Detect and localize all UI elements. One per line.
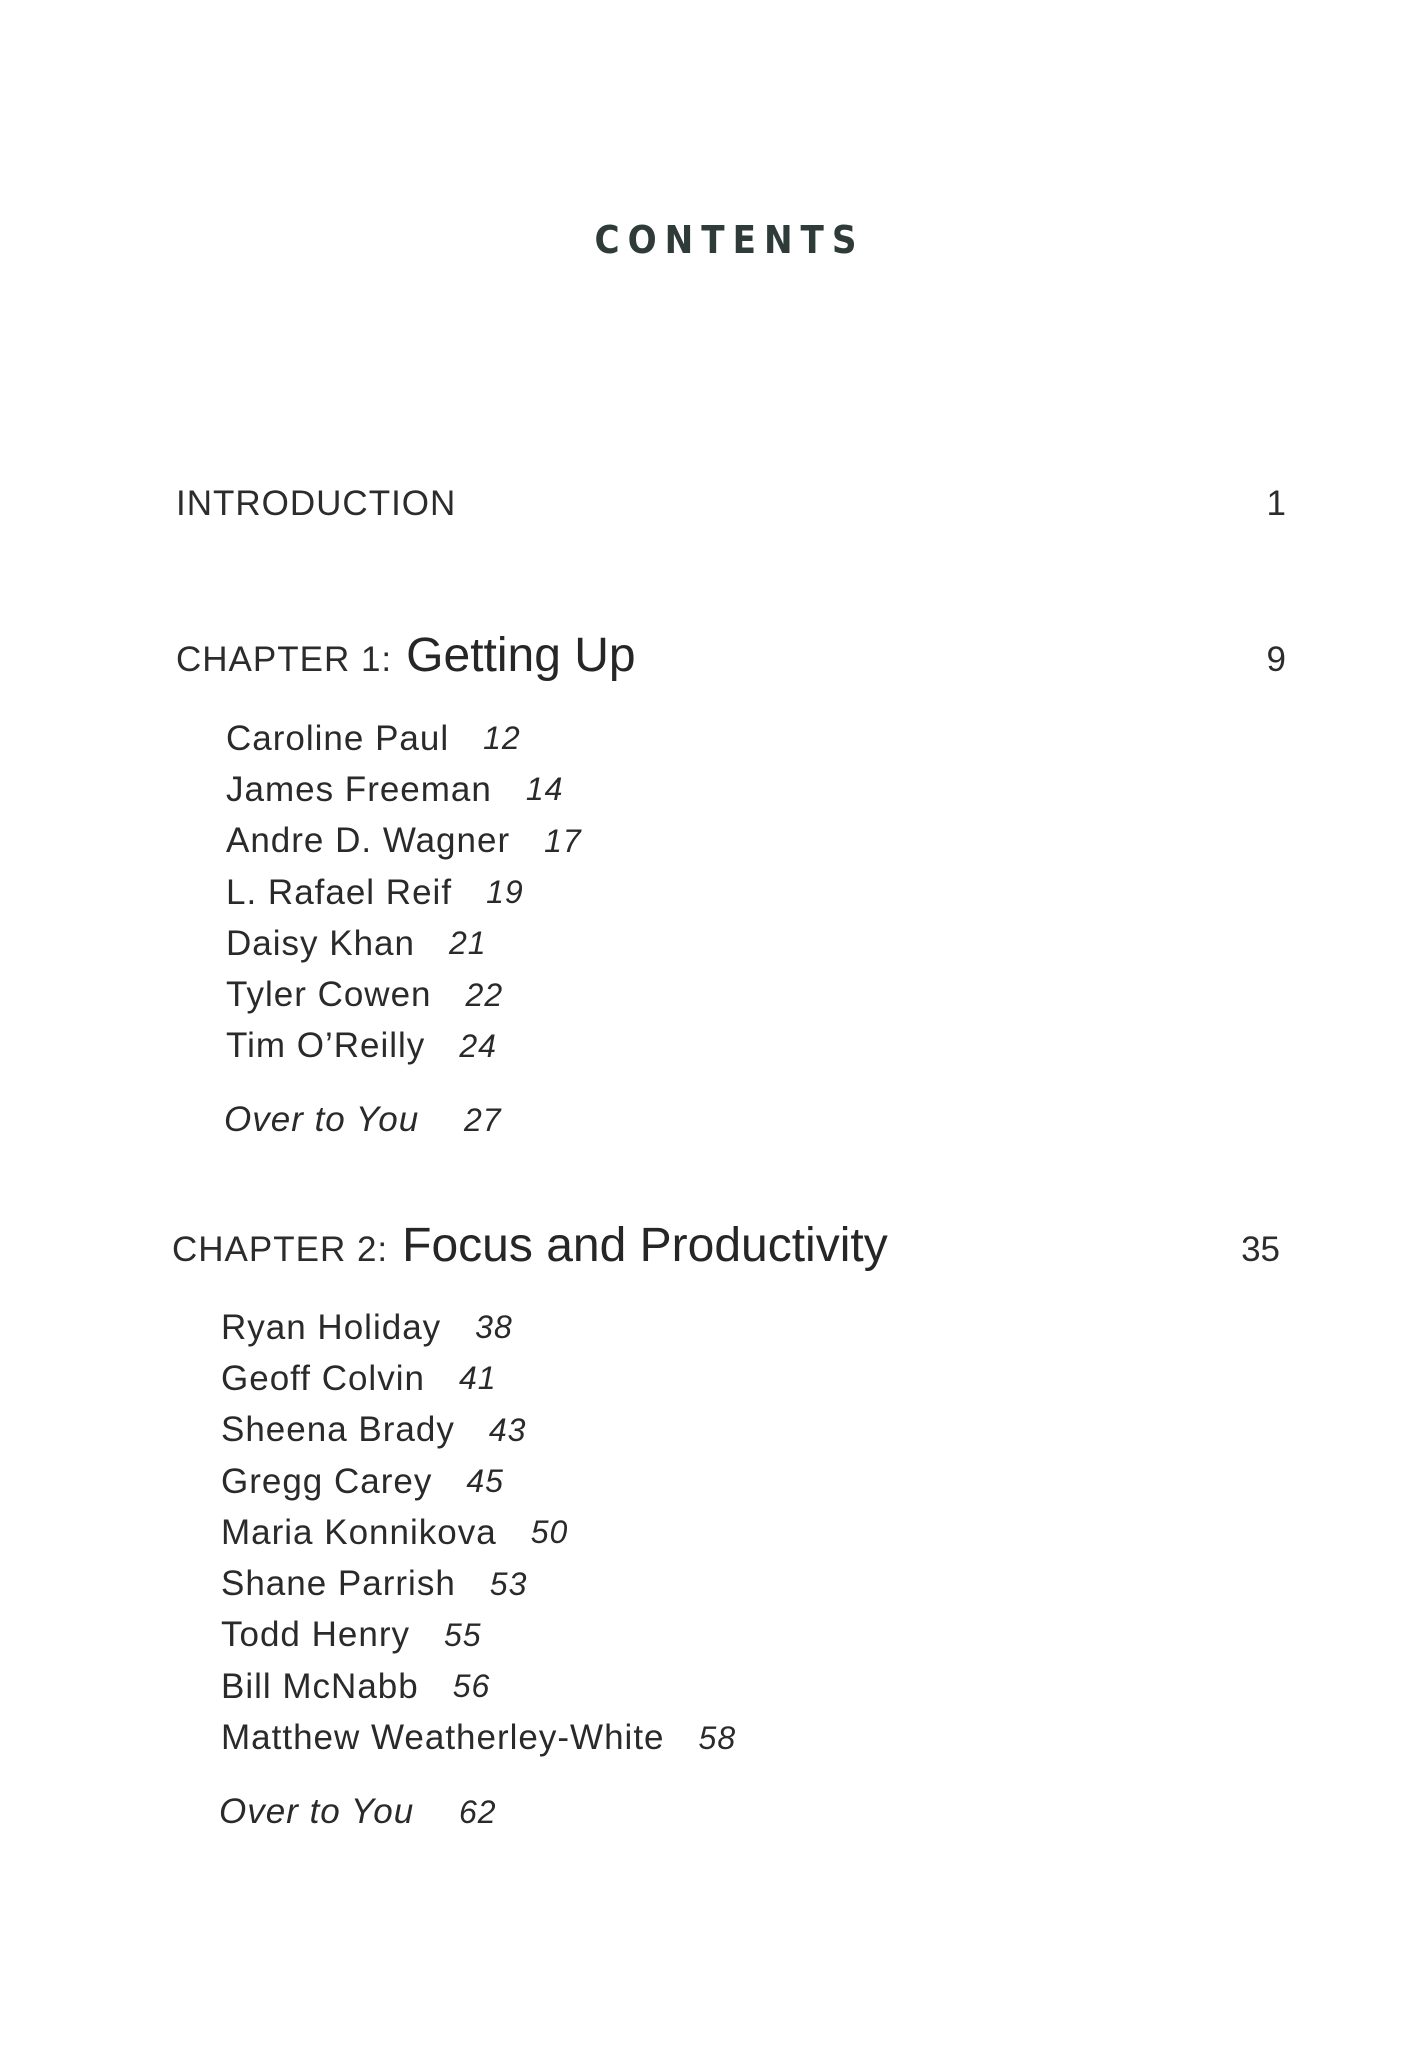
toc-entry[interactable]: [221, 1302, 736, 1353]
introduction-label: INTRODUCTION: [176, 484, 457, 523]
entry-name: James Freeman: [226, 769, 492, 809]
entry-page: 14: [525, 771, 564, 808]
entry-page: 19: [486, 874, 524, 911]
entry-page: 56: [452, 1668, 491, 1705]
entry-name: Geoff Colvin: [221, 1358, 425, 1398]
entry-name: Daisy Khan: [226, 923, 415, 963]
over-to-you-label: Over to You: [219, 1792, 415, 1831]
toc-entry[interactable]: [221, 1558, 736, 1609]
toc-entry[interactable]: [221, 1661, 736, 1712]
toc-entry[interactable]: [226, 867, 582, 918]
entry-page: 17: [544, 822, 582, 859]
entry-name: L. Rafael Reif: [226, 872, 453, 912]
toc-chapter-1[interactable]: [176, 628, 1286, 683]
entry-page: 38: [475, 1309, 513, 1346]
entry-page: 22: [465, 976, 504, 1013]
over-to-you-label: Over to You: [224, 1100, 420, 1139]
entry-page: 45: [466, 1463, 504, 1500]
toc-entry[interactable]: [221, 1712, 736, 1763]
entry-name: Tyler Cowen: [226, 975, 432, 1015]
chapter-title: Getting Up: [406, 629, 636, 682]
entry-page: 58: [698, 1719, 737, 1756]
entry-name: Sheena Brady: [221, 1410, 455, 1450]
entry-name: Andre D. Wagner: [226, 821, 511, 861]
entry-name: Maria Konnikova: [221, 1512, 497, 1552]
page-title: CONTENTS: [594, 218, 865, 262]
toc-entry[interactable]: [226, 1021, 582, 1072]
entry-page: 12: [483, 720, 521, 757]
toc-entry[interactable]: [226, 969, 582, 1020]
chapter-prefix: CHAPTER 1:: [176, 640, 393, 679]
toc-introduction[interactable]: [176, 484, 1286, 524]
chapter-prefix: CHAPTER 2:: [172, 1230, 389, 1269]
entry-name: Gregg Carey: [221, 1461, 433, 1501]
entry-page: 53: [489, 1565, 528, 1602]
toc-entry[interactable]: [221, 1610, 736, 1661]
entry-name: Matthew Weatherley-White: [221, 1718, 665, 1758]
chapter-title: Focus and Productivity: [402, 1219, 888, 1272]
entry-page: 41: [458, 1360, 497, 1397]
toc-entry[interactable]: [226, 816, 582, 867]
introduction-page: 1: [1266, 484, 1286, 523]
over-to-you-page: 27: [463, 1102, 502, 1138]
toc-entry[interactable]: [226, 764, 582, 815]
chapter-page: 35: [1241, 1230, 1280, 1269]
entry-page: 21: [448, 925, 487, 962]
entry-page: 24: [459, 1027, 497, 1064]
entry-name: Tim O’Reilly: [226, 1026, 426, 1066]
entry-name: Bill McNabb: [221, 1666, 419, 1706]
chapter-1-entries: [226, 713, 582, 1072]
toc-chapter-2[interactable]: [172, 1218, 1280, 1273]
toc-entry[interactable]: [226, 713, 582, 764]
entry-page: 55: [443, 1616, 482, 1653]
entry-name: Shane Parrish: [221, 1564, 456, 1604]
toc-entry[interactable]: [221, 1405, 736, 1456]
entry-name: Ryan Holiday: [221, 1307, 442, 1347]
chapter-page: 9: [1266, 640, 1286, 679]
toc-entry[interactable]: [226, 918, 582, 969]
entry-name: Todd Henry: [221, 1615, 410, 1655]
entry-name: Caroline Paul: [226, 718, 450, 758]
entry-page: 50: [530, 1514, 569, 1551]
over-to-you-entry[interactable]: [219, 1792, 497, 1832]
over-to-you-page: 62: [458, 1794, 497, 1830]
chapter-2-entries: [221, 1302, 736, 1764]
toc-entry[interactable]: [221, 1353, 736, 1404]
toc-entry[interactable]: [221, 1507, 736, 1558]
entry-page: 43: [488, 1411, 527, 1448]
toc-entry[interactable]: [221, 1456, 736, 1507]
over-to-you-entry[interactable]: [224, 1100, 502, 1140]
